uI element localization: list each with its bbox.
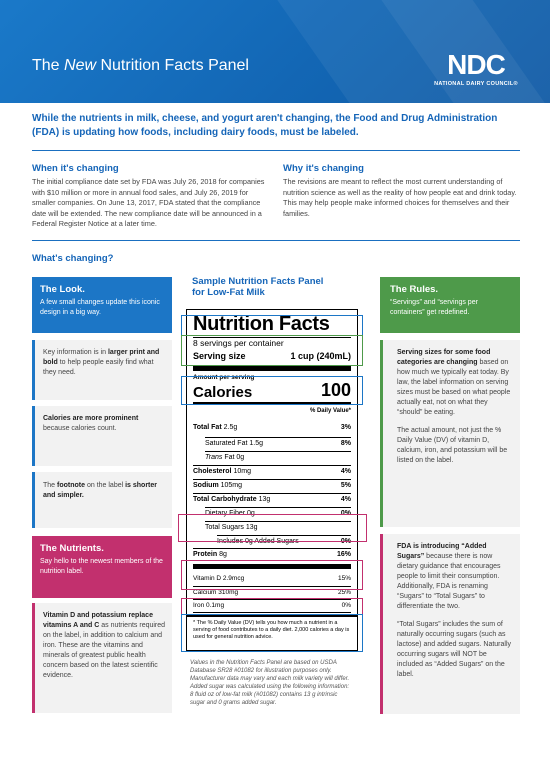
nutrient-name: Sodium [193,482,219,489]
nutrient-name: Includes 0g Added Sugars [217,538,299,545]
nutrient-dv: 0% [340,538,351,545]
when-text: The initial compliance date set by FDA was July 26, 2018 for companies with $10 million or more in annual food sales, and July 26, 2019 for smaller companies. On June 13, 2017, FDA stated that the compliance date will be extended. The new compliance date will be announced in a Federal Register Notice at a later time. [32,177,265,228]
nutrient-amount: 105mg [218,482,243,489]
nutrient-dv: 4% [340,496,351,503]
nutrient-dv: 5% [340,482,351,489]
amount-per-serving: Amount per serving [193,374,255,381]
highlight-sugars [178,514,367,542]
nutrient-row [193,465,351,475]
nutrient-amount: 8g [217,551,227,558]
the-look-box: The Look. A few small changes update this iconic design in a big way. [32,277,172,333]
nutrient-dv: 8% [340,440,351,447]
nutrient-row [205,437,351,447]
nutrient-name: Vitamin D [193,575,222,582]
why-text: The revisions are meant to reflect the most current understanding of nutrition science as well as the reality of how people eat and drink today. This may help people make informed choices for themselves and their families. [283,177,517,218]
highlight-footnote [181,614,363,652]
nutrient-row [205,451,351,461]
nutrient-row [193,422,351,431]
nutrient-amount: 310mg [216,589,239,596]
nutrient-name: Saturated Fat [205,440,248,447]
nutrient-row [193,548,351,558]
calories-row: Calories 100 [193,380,351,401]
highlight-potassium [181,598,363,615]
nutrient-name: Total Carbohydrate [193,496,257,503]
nutrient-amount: 0g [245,510,255,517]
nutrient-row [193,479,351,489]
page-title: The New Nutrition Facts Panel [32,57,249,74]
nutrient-name: Total Sugars [205,524,244,531]
nutrient-name: Calcium [193,589,217,596]
nutrient-dv: 16% [336,551,351,558]
added-sugars-note: FDA is introducing “Added Sugars” because there is now dietary guidance that encourages people to limit their consumption. Additionally, FDA is renaming “Sugars” to “Total Sugars” to differentiate the two. “Total Sugars” includes the sum of naturally occurring sugars (such as lactose) and added sugars. Naturally occurring sugars will NOT be included as “Added Sugars” on the label. [380,534,520,714]
nutrient-name: Protein [193,551,218,558]
nutrient-name: Trans [205,454,223,461]
data-source-note: Values in the Nutrition Facts Panel are based on USDA Database SR28 #01082 for illustration purposes only. Manufacturer data may vary and each milk variety will differ. Added sugar was calculated using the following information: 8 fluid oz of low-fat milk (#01082) contains 13 g intrinsic sugar and 0 grams added sugar. [190,660,350,706]
nutrient-amount: 10mg [231,468,251,475]
nutrient-name: Dietary Fiber [205,510,246,517]
the-nutrients-box: The Nutrients. Say hello to the newest members of the nutrition label. [32,536,172,598]
nutrient-dv: 0% [341,602,351,609]
servings-per-container: 8 servings per container [193,338,284,348]
intro-text: While the nutrients in milk, cheese, and yogurt aren't changing, the Food and Drug Administration (FDA) is updating how foods, including dairy foods, must be labeled. [32,113,498,138]
nutrient-name: Iron [193,602,205,609]
highlight-title [181,315,363,336]
sample-title: Sample Nutrition Facts Panel for Low-Fat Milk [192,276,324,298]
nutrient-amount: Fat 0g [222,454,245,461]
dv-header: % Daily Value* [309,408,351,414]
footnote-note: The footnote on the label is shorter and simpler. [32,472,172,528]
nutrient-row [193,493,351,503]
the-rules-box: The Rules. “Servings” and “servings per containers” get redefined. [380,277,520,333]
divider [32,240,520,241]
larger-print-note: Key information is in larger print and bold to help people easily find what they need. [32,340,172,400]
nutrient-dv: 25% [337,589,351,596]
when-heading: When it's changing [32,163,119,174]
nutrient-amount: 13g [243,524,258,531]
divider [32,150,520,151]
highlight-calories [181,376,363,405]
serving-size-row: Serving size 1 cup (240mL) [193,351,351,361]
nutrient-dv: 3% [340,424,351,431]
calories-note: Calories are more prominent because calories count. [32,406,172,466]
nutrient-name: Cholesterol [193,468,232,475]
nutrient-amount: 1.5g [247,440,263,447]
nutrient-amount: 13g [256,496,271,503]
ndc-logo: NDC NATIONAL DAIRY COUNCIL® [434,49,518,87]
nutrient-dv: 15% [337,575,351,582]
nutrient-amount: 2.9mcg [221,575,245,582]
highlight-vitamins [181,560,363,590]
vitamin-d-note: Vitamin D and potassium replace vitamins A and C as nutrients required on the label, in addition to calcium and iron. These are the vitamins and minerals of greatest public health concern based on the latest scientific evidence. [32,603,172,713]
label-title: Nutrition Facts [193,313,330,335]
label-footnote: * The % Daily Value (DV) tells you how much a nutrient in a serving of food contributes to a daily diet. 2,000 calories a day is used for general nutrition advice. [193,620,350,640]
nutrient-amount: 0.1mg [204,602,225,609]
nutrient-name: Total Fat [193,424,222,431]
whats-changing-heading: What's changing? [32,253,114,264]
nutrient-amount: 2.5g [221,424,238,431]
nutrient-dv: 0% [340,510,351,517]
nutrient-dv: 4% [340,468,351,475]
why-heading: Why it's changing [283,163,364,174]
highlight-servings [181,335,363,366]
serving-size-note: Serving sizes for some food categories are changing based on how much we typically eat today. By law, the label information on serving sizes must be based on what people actually eat, not on what they “should” be eating. The actual amount, not just the % Daily Value (DV) of vitamin D, calcium, iron, and potassium will be listed on the label. [380,340,520,527]
